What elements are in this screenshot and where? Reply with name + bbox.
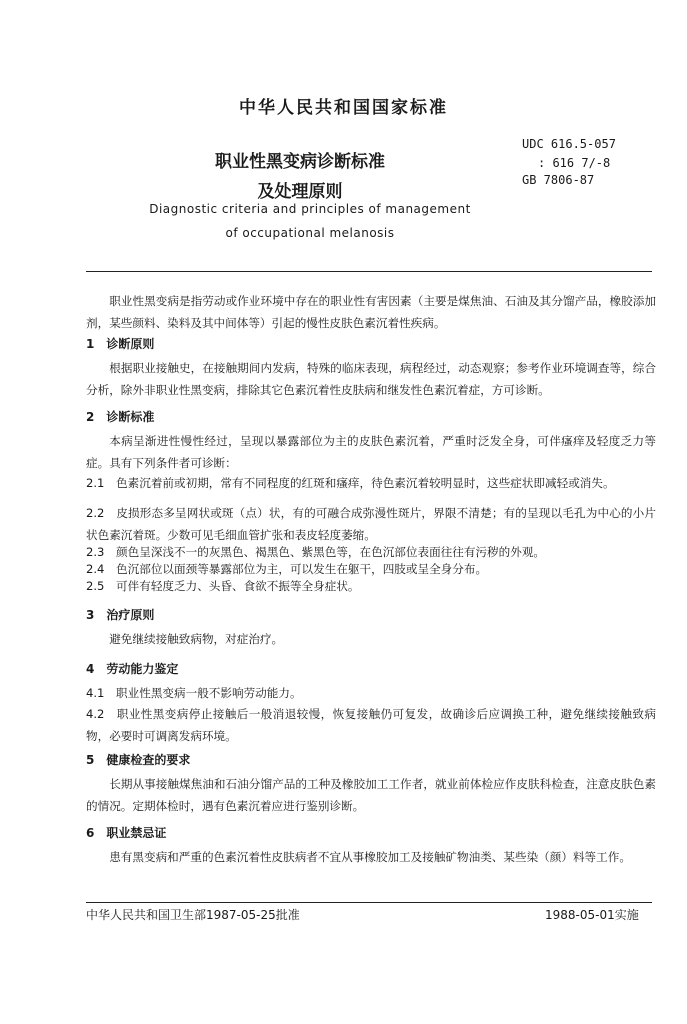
clause-2-2: 2.2 皮损形态多呈网状或斑（点）状，有的可融合成弥漫性斑片，界限不清楚；有的呈现以毛孔为中心的小片状色素沉着斑。少数可见毛细血管扩张和表皮轻度萎缩。 bbox=[86, 506, 656, 542]
udc-code-line2: : 616 7/-8 bbox=[538, 156, 611, 170]
implementation-date: 1988-05-01实施 bbox=[545, 908, 639, 922]
document-title-line1: 职业性黑变病诊断标准 bbox=[215, 152, 385, 172]
section-3-paragraph: 避免继续接触致病物，对症治疗。 bbox=[109, 632, 284, 646]
national-standard-title: 中华人民共和国国家标准 bbox=[239, 98, 448, 118]
clause-2-3: 2.3 颜色呈深浅不一的灰黑色、褐黑色、紫黑色等，在色沉部位表面往往有污秽的外观。 bbox=[86, 545, 546, 559]
clause-2-4: 2.4 色沉部位以面颈等暴露部位为主，可以发生在躯干，四肢或呈全身分布。 bbox=[86, 562, 488, 576]
header-divider bbox=[86, 271, 652, 272]
footer-divider bbox=[86, 902, 652, 903]
section-heading-4: 4 劳动能力鉴定 bbox=[86, 662, 179, 676]
section-heading-3: 3 治疗原则 bbox=[86, 608, 155, 622]
english-title-line1: Diagnostic criteria and principles of management bbox=[149, 202, 471, 216]
intro-paragraph: 职业性黑变病是指劳动或作业环境中存在的职业性有害因素（主要是煤焦油、石油及其分馏产品，橡胶添加剂，某些颜料、染料及其中间体等）引起的慢性皮肤色素沉着性疾病。 bbox=[86, 294, 656, 330]
approval-date: 中华人民共和国卫生部1987-05-25批准 bbox=[86, 908, 300, 922]
section-6-paragraph: 患有黑变病和严重的色素沉着性皮肤病者不宜从事橡胶加工及接触矿物油类、某些染（颜）料等工作。 bbox=[109, 850, 631, 864]
clause-2-5: 2.5 可伴有轻度乏力、头昏、食欲不振等全身症状。 bbox=[86, 579, 360, 593]
section-1-paragraph: 根据职业接触史，在接触期间内发病，特殊的临床表现，病程经过，动态观察；参考作业环境调查等，综合分析，除外非职业性黑变病，排除其它色素沉着性皮肤病和继发性色素沉着症，方可诊断。 bbox=[86, 361, 656, 397]
clause-4-1: 4.1 职业性黑变病一般不影响劳动能力。 bbox=[86, 686, 302, 700]
english-title-line2: of occupational melanosis bbox=[225, 226, 395, 240]
section-5-paragraph: 长期从事接触煤焦油和石油分馏产品的工种及橡胶加工工作者，就业前体检应作皮肤科检查，注意皮肤色素的情况。定期体检时，遇有色素沉着应进行鉴别诊断。 bbox=[86, 777, 656, 813]
document-title-line2: 及处理原则 bbox=[257, 182, 343, 202]
section-heading-2: 2 诊断标准 bbox=[86, 410, 155, 424]
gb-code: GB 7806-87 bbox=[522, 173, 595, 187]
clause-2-1: 2.1 色素沉着前或初期，常有不同程度的红斑和瘙痒，待色素沉着较明显时，这些症状即减轻或消失。 bbox=[86, 476, 615, 490]
clause-4-2: 4.2 职业性黑变病停止接触后一般消退较慢，恢复接触仍可复发，故确诊后应调换工种，避免继续接触致病物，必要时可调离发病环境。 bbox=[86, 707, 656, 743]
section-heading-5: 5 健康检查的要求 bbox=[86, 753, 191, 767]
udc-code-line1: UDC 616.5-057 bbox=[522, 137, 616, 151]
section-2-paragraph: 本病呈渐进性慢性经过，呈现以暴露部位为主的皮肤色素沉着，严重时泛发全身，可伴瘙痒及轻度乏力等症。具有下列条件者可诊断： bbox=[86, 434, 656, 470]
section-heading-6: 6 职业禁忌证 bbox=[86, 826, 167, 840]
section-heading-1: 1 诊断原则 bbox=[86, 337, 155, 351]
